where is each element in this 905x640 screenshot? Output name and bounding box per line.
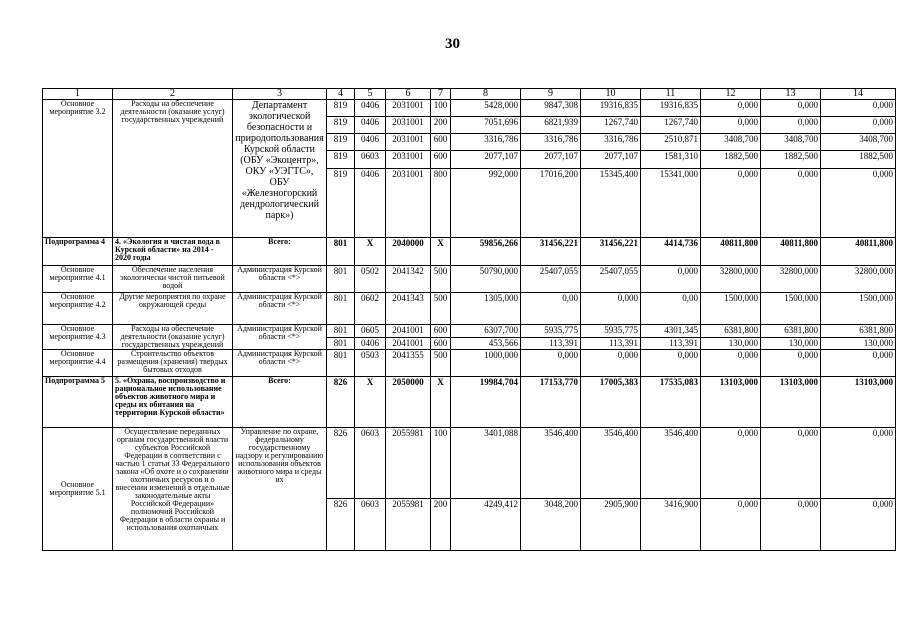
cell-rz: 0603 — [355, 151, 386, 169]
cell-y2018: 130,000 — [701, 337, 761, 350]
cell-y2018: 32800,000 — [701, 266, 761, 293]
cell-y2014: 3401,088 — [451, 428, 521, 499]
cell-gr: 819 — [327, 117, 355, 134]
cell-vr: 800 — [431, 169, 451, 238]
cell-y2018: 0,000 — [701, 499, 761, 551]
header-cell: 5 — [355, 89, 386, 100]
header-cell: 7 — [431, 89, 451, 100]
cell-y2016: 113,391 — [581, 337, 641, 350]
cell-y2019: 32800,000 — [761, 266, 821, 293]
table-row — [43, 325, 896, 338]
header-cell: 4 — [327, 89, 355, 100]
table-row — [43, 350, 896, 377]
program-name: Расходы на обеспечение деятельности (оказание услуг) государственных учреждений — [113, 100, 233, 238]
cell-y2017: 19316,835 — [641, 100, 701, 117]
program-name: Другие мероприятия по охране окружающей среды — [113, 293, 233, 325]
cell-y2014: 50790,000 — [451, 266, 521, 293]
header-cell: 14 — [821, 89, 896, 100]
cell-y2019: 0,000 — [761, 350, 821, 377]
cell-y2019: 0,000 — [761, 428, 821, 499]
cell-y2020: 0,000 — [821, 117, 896, 134]
cell-y2017: 0,000 — [641, 266, 701, 293]
table-row — [43, 238, 896, 266]
cell-csr: 2041001 — [386, 337, 431, 350]
cell-y2015: 5935,775 — [521, 325, 581, 338]
cell-y2016: 1267,740 — [581, 117, 641, 134]
cell-y2015: 25407,055 — [521, 266, 581, 293]
cell-y2018: 0,000 — [701, 169, 761, 238]
cell-rz: 0406 — [355, 337, 386, 350]
cell-vr: 500 — [431, 266, 451, 293]
cell-y2018: 0,000 — [701, 350, 761, 377]
cell-y2017: 113,391 — [641, 337, 701, 350]
cell-rz: 0605 — [355, 325, 386, 338]
table-row — [43, 266, 896, 293]
cell-y2020: 1882,500 — [821, 151, 896, 169]
cell-csr: 2041343 — [386, 293, 431, 325]
responsible-executor: Всего: — [233, 377, 327, 428]
program-label: Основное мероприятие 3.2 — [43, 100, 113, 238]
cell-vr: 100 — [431, 428, 451, 499]
cell-y2015: 113,391 — [521, 337, 581, 350]
cell-csr: 2040000 — [386, 238, 431, 266]
cell-vr: 500 — [431, 293, 451, 325]
program-label: Основное мероприятие 4.2 — [43, 293, 113, 325]
header-cell: 12 — [701, 89, 761, 100]
cell-vr: 500 — [431, 350, 451, 377]
cell-y2020: 13103,000 — [821, 377, 896, 428]
cell-y2020: 0,000 — [821, 350, 896, 377]
program-label: Основное мероприятие 5.1 — [43, 428, 113, 551]
cell-y2015: 17153,770 — [521, 377, 581, 428]
cell-y2020: 6381,800 — [821, 325, 896, 338]
cell-y2014: 59856,266 — [451, 238, 521, 266]
cell-gr: 801 — [327, 350, 355, 377]
cell-y2018: 40811,800 — [701, 238, 761, 266]
cell-y2014: 992,000 — [451, 169, 521, 238]
cell-y2017: 3546,400 — [641, 428, 701, 499]
cell-y2016: 2905,900 — [581, 499, 641, 551]
cell-csr: 2055981 — [386, 499, 431, 551]
program-name: Строительство объектов размещения (хранения) твердых бытовых отходов — [113, 350, 233, 377]
cell-y2016: 3546,400 — [581, 428, 641, 499]
cell-y2016: 15345,400 — [581, 169, 641, 238]
cell-rz: 0406 — [355, 117, 386, 134]
cell-y2018: 0,000 — [701, 117, 761, 134]
header-cell: 9 — [521, 89, 581, 100]
program-name: 5. «Охрана, воспроизводство и рациональное использование объектов животного мира и среды их обитания на территории Курской области» — [113, 377, 233, 428]
budget-table — [42, 88, 896, 551]
cell-y2019: 0,000 — [761, 117, 821, 134]
header-cell: 10 — [581, 89, 641, 100]
cell-y2016: 5935,775 — [581, 325, 641, 338]
cell-rz: Х — [355, 377, 386, 428]
cell-y2014: 5428,000 — [451, 100, 521, 117]
header-cell: 6 — [386, 89, 431, 100]
cell-rz: 0503 — [355, 350, 386, 377]
cell-y2016: 17005,383 — [581, 377, 641, 428]
cell-y2019: 1500,000 — [761, 293, 821, 325]
cell-csr: 2055981 — [386, 428, 431, 499]
cell-y2020: 32800,000 — [821, 266, 896, 293]
table-row — [43, 100, 896, 117]
program-name: Обеспечение населения экологически чистой питьевой водой — [113, 266, 233, 293]
cell-y2017: 17535,083 — [641, 377, 701, 428]
cell-gr: 819 — [327, 134, 355, 151]
header-cell: 8 — [451, 89, 521, 100]
cell-y2019: 0,000 — [761, 169, 821, 238]
cell-y2015: 17016,200 — [521, 169, 581, 238]
cell-y2015: 3546,400 — [521, 428, 581, 499]
cell-y2019: 0,000 — [761, 100, 821, 117]
cell-y2018: 0,000 — [701, 428, 761, 499]
cell-csr: 2041342 — [386, 266, 431, 293]
cell-y2017: 15341,000 — [641, 169, 701, 238]
cell-y2016: 0,000 — [581, 350, 641, 377]
cell-gr: 826 — [327, 499, 355, 551]
cell-csr: 2031001 — [386, 151, 431, 169]
program-label: Основное мероприятие 4.1 — [43, 266, 113, 293]
cell-vr: 200 — [431, 117, 451, 134]
cell-gr: 801 — [327, 238, 355, 266]
cell-y2019: 0,000 — [761, 499, 821, 551]
cell-vr: 600 — [431, 134, 451, 151]
header-cell: 2 — [113, 89, 233, 100]
cell-y2015: 0,000 — [521, 350, 581, 377]
cell-y2019: 13103,000 — [761, 377, 821, 428]
cell-csr: 2041001 — [386, 325, 431, 338]
responsible-executor: Администрация Курской области <*> — [233, 266, 327, 293]
responsible-executor: Администрация Курской области <*> — [233, 325, 327, 350]
responsible-executor: Всего: — [233, 238, 327, 266]
cell-y2020: 0,000 — [821, 100, 896, 117]
cell-rz: Х — [355, 238, 386, 266]
cell-y2015: 2077,107 — [521, 151, 581, 169]
program-label: Основное мероприятие 4.4 — [43, 350, 113, 377]
cell-y2015: 6821,939 — [521, 117, 581, 134]
cell-vr: 200 — [431, 499, 451, 551]
table-row — [43, 293, 896, 325]
cell-vr: 100 — [431, 100, 451, 117]
cell-y2016: 19316,835 — [581, 100, 641, 117]
header-cell: 1 — [43, 89, 113, 100]
header-cell: 11 — [641, 89, 701, 100]
cell-y2014: 3316,786 — [451, 134, 521, 151]
cell-csr: 2050000 — [386, 377, 431, 428]
cell-y2018: 0,000 — [701, 100, 761, 117]
cell-y2019: 40811,800 — [761, 238, 821, 266]
cell-vr: Х — [431, 238, 451, 266]
cell-y2016: 31456,221 — [581, 238, 641, 266]
cell-y2017: 4414,736 — [641, 238, 701, 266]
cell-rz: 0603 — [355, 499, 386, 551]
cell-rz: 0406 — [355, 169, 386, 238]
cell-vr: 600 — [431, 151, 451, 169]
cell-rz: 0502 — [355, 266, 386, 293]
cell-y2017: 4301,345 — [641, 325, 701, 338]
cell-y2020: 130,000 — [821, 337, 896, 350]
cell-y2014: 453,566 — [451, 337, 521, 350]
cell-rz: 0603 — [355, 428, 386, 499]
cell-y2017: 3416,900 — [641, 499, 701, 551]
responsible-executor: Управление по охране, федеральному государственному надзору и регулированию использования объектов животного мира и среды их — [233, 428, 327, 551]
cell-y2018: 6381,800 — [701, 325, 761, 338]
header-cell: 13 — [761, 89, 821, 100]
cell-y2016: 0,000 — [581, 293, 641, 325]
cell-gr: 801 — [327, 325, 355, 338]
header-cell: 3 — [233, 89, 327, 100]
cell-y2018: 3408,700 — [701, 134, 761, 151]
cell-y2014: 6307,700 — [451, 325, 521, 338]
cell-y2014: 2077,107 — [451, 151, 521, 169]
cell-gr: 801 — [327, 337, 355, 350]
program-label: Подпрограмма 4 — [43, 238, 113, 266]
cell-rz: 0406 — [355, 134, 386, 151]
cell-y2018: 1882,500 — [701, 151, 761, 169]
cell-y2020: 0,000 — [821, 428, 896, 499]
cell-rz: 0406 — [355, 100, 386, 117]
cell-gr: 801 — [327, 266, 355, 293]
cell-y2014: 7051,696 — [451, 117, 521, 134]
cell-y2014: 4249,412 — [451, 499, 521, 551]
cell-y2015: 9847,308 — [521, 100, 581, 117]
cell-gr: 819 — [327, 169, 355, 238]
cell-gr: 826 — [327, 377, 355, 428]
cell-y2017: 0,00 — [641, 293, 701, 325]
program-name: Осуществление переданных органам государственной власти субъектов Российской Федерации в соответствии с частью 1 статьи 33 Федерального закона «Об охоте и о сохранении охотничьих ресурсов и о внесении изменений в отдельные законодательные акты Российской Федерации» полномочий Российской Федерации в области охраны и использования охотничьих — [113, 428, 233, 551]
cell-vr: Х — [431, 377, 451, 428]
cell-y2016: 25407,055 — [581, 266, 641, 293]
cell-y2014: 1305,000 — [451, 293, 521, 325]
cell-y2014: 19984,704 — [451, 377, 521, 428]
cell-csr: 2031001 — [386, 117, 431, 134]
cell-y2014: 1000,000 — [451, 350, 521, 377]
cell-y2017: 0,000 — [641, 350, 701, 377]
cell-y2015: 0,00 — [521, 293, 581, 325]
cell-gr: 819 — [327, 151, 355, 169]
header-row — [43, 89, 896, 100]
cell-y2019: 3408,700 — [761, 134, 821, 151]
program-label: Основное мероприятие 4.3 — [43, 325, 113, 350]
responsible-executor: Администрация Курской области <*> — [233, 293, 327, 325]
cell-csr: 2031001 — [386, 100, 431, 117]
cell-y2018: 1500,000 — [701, 293, 761, 325]
cell-y2015: 3316,786 — [521, 134, 581, 151]
responsible-executor: Администрация Курской области <*> — [233, 350, 327, 377]
cell-y2019: 6381,800 — [761, 325, 821, 338]
cell-y2020: 1500,000 — [821, 293, 896, 325]
cell-y2020: 0,000 — [821, 169, 896, 238]
cell-y2017: 1267,740 — [641, 117, 701, 134]
cell-vr: 600 — [431, 337, 451, 350]
program-name: 4. «Экология и чистая вода в Курской области» на 2014 - 2020 годы — [113, 238, 233, 266]
table-row — [43, 428, 896, 499]
cell-csr: 2031001 — [386, 134, 431, 151]
page-number: 30 — [445, 36, 460, 52]
cell-rz: 0602 — [355, 293, 386, 325]
cell-y2015: 3048,200 — [521, 499, 581, 551]
cell-csr: 2041355 — [386, 350, 431, 377]
responsible-executor: Департамент экологической безопасности и природопользования Курской области (ОБУ «Экоцентр», ОКУ «УЭГТС», ОБУ «Железногорский дендрологический парк») — [233, 100, 327, 238]
cell-y2016: 2077,107 — [581, 151, 641, 169]
cell-y2019: 130,000 — [761, 337, 821, 350]
cell-y2015: 31456,221 — [521, 238, 581, 266]
cell-gr: 819 — [327, 100, 355, 117]
cell-y2017: 1581,310 — [641, 151, 701, 169]
cell-y2019: 1882,500 — [761, 151, 821, 169]
cell-y2018: 13103,000 — [701, 377, 761, 428]
program-label: Подпрограмма 5 — [43, 377, 113, 428]
cell-y2020: 0,000 — [821, 499, 896, 551]
cell-y2020: 3408,700 — [821, 134, 896, 151]
cell-y2017: 2510,871 — [641, 134, 701, 151]
cell-gr: 826 — [327, 428, 355, 499]
program-name: Расходы на обеспечение деятельности (оказание услуг) государственных учреждений — [113, 325, 233, 350]
cell-vr: 600 — [431, 325, 451, 338]
cell-y2020: 40811,800 — [821, 238, 896, 266]
table-row — [43, 377, 896, 428]
cell-y2016: 3316,786 — [581, 134, 641, 151]
cell-gr: 801 — [327, 293, 355, 325]
cell-csr: 2031001 — [386, 169, 431, 238]
